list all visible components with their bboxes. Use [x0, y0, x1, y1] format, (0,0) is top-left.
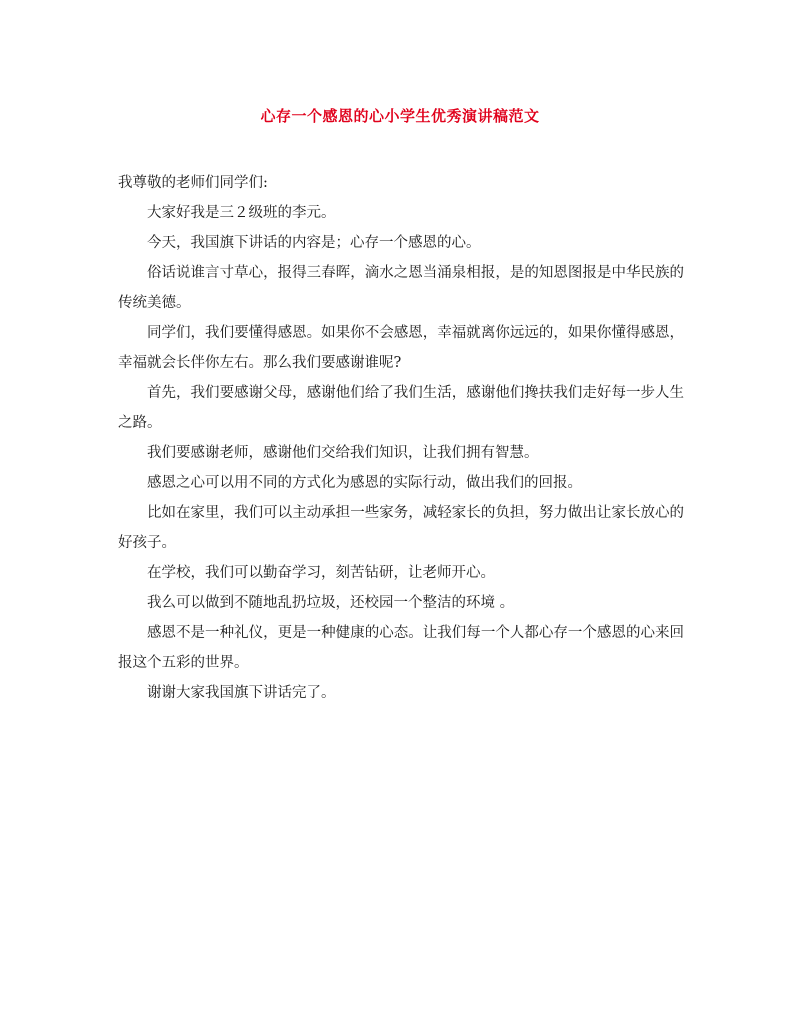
document-title: 心存一个感恩的心小学生优秀演讲稿范文	[260, 107, 540, 125]
document-body	[118, 168, 684, 708]
paragraph-7: 感恩之心可以用不同的方式化为感恩的实际行动，做出我们的回报。	[147, 475, 582, 491]
paragraph-12: 谢谢大家我国旗下讲话完了。	[147, 685, 336, 701]
paragraph-5: 首先，我们要感谢父母，感谢他们给了我们生活，感谢他们搀扶我们走好每一步人生之路。	[118, 385, 684, 431]
paragraph-6: 我们要感谢老师，感谢他们交给我们知识，让我们拥有智慧。	[147, 445, 539, 461]
paragraph-4: 同学们，我们要懂得感恩。如果你不会感恩，幸福就离你远远的，如果你懂得感恩，幸福就会长伴你左右。那么我们要感谢谁呢?	[118, 325, 684, 371]
paragraph-9: 在学校，我们可以勤奋学习，刻苦钻研，让老师开心。	[147, 565, 495, 581]
paragraph-1: 大家好我是三２级班的李元。	[147, 205, 336, 221]
paragraph-3: 俗话说谁言寸草心，报得三春晖，滴水之恩当涌泉相报，是的知恩图报是中华民族的传统美德。	[118, 265, 684, 311]
paragraph-8: 比如在家里，我们可以主动承担一些家务，减轻家长的负担，努力做出让家长放心的好孩子。	[118, 505, 684, 551]
paragraph-11: 感恩不是一种礼仪，更是一种健康的心态。让我们每一个人都心存一个感恩的心来回报这个五彩的世界。	[118, 625, 684, 671]
paragraph-2: 今天，我国旗下讲话的内容是；心存一个感恩的心。	[147, 235, 481, 251]
paragraph-10: 我么可以做到不随地乱扔垃圾，还校园一个整洁的环境 。	[147, 595, 515, 611]
salutation: 我尊敬的老师们同学们:	[118, 175, 268, 191]
